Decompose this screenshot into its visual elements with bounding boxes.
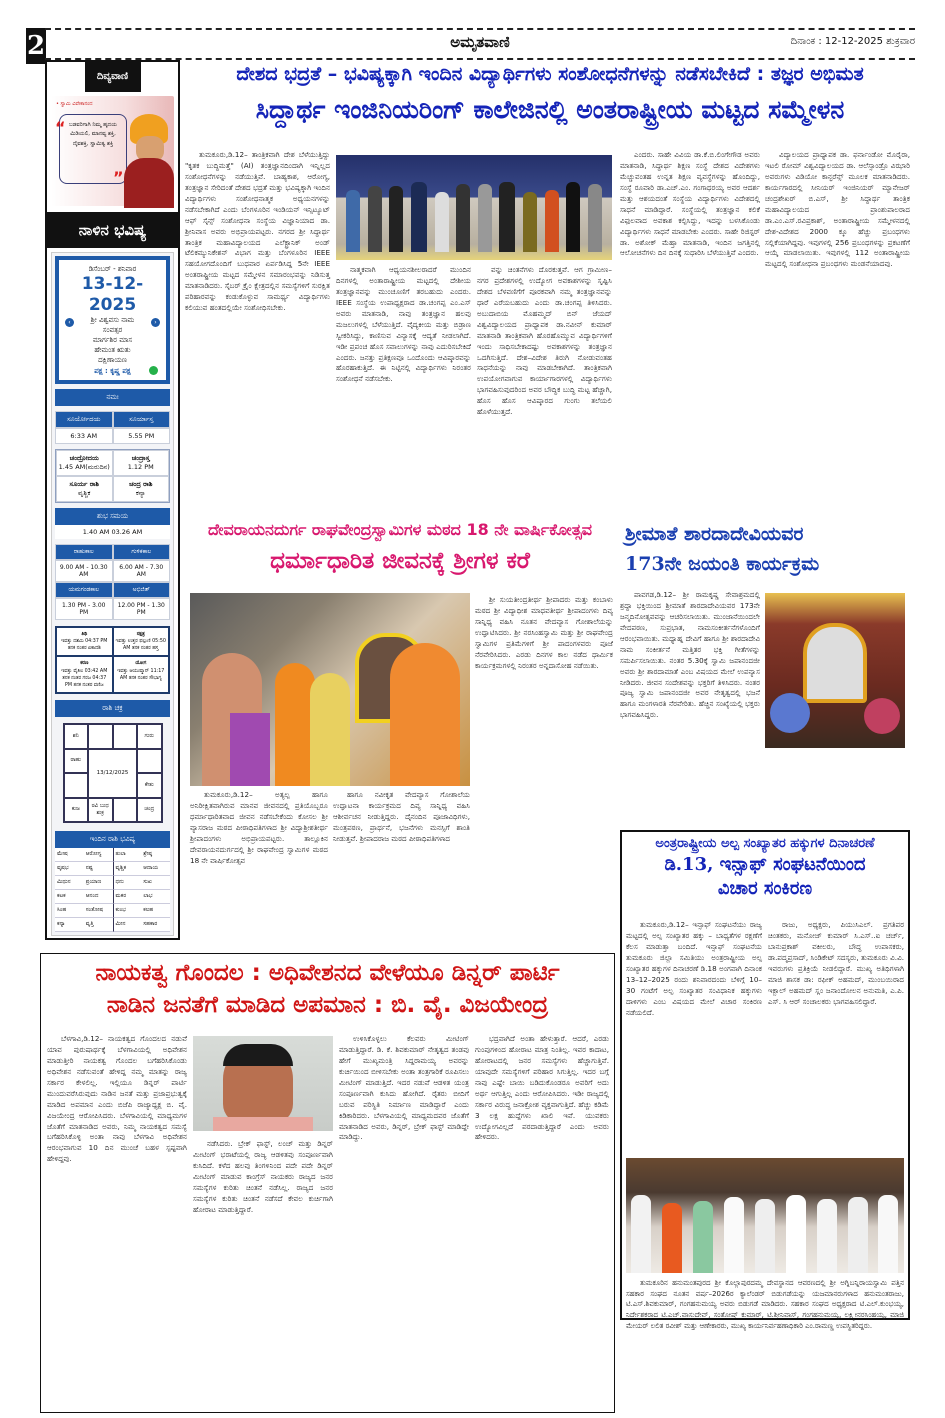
story4-col1 [626,920,762,1150]
chart-center-date: 13/12/2025 [88,749,137,798]
rashi-prediction: ಸಹಕಾರ [141,918,170,932]
rashi-name: ಮಿಥುನ [55,876,84,890]
rashi-prediction: ಆದಾಯ [141,862,170,876]
flowers-left [770,693,810,733]
conference-photo [336,155,612,260]
moonset-value: 1.12 PM [127,462,154,471]
rashi-prediction: ಶ್ರೇಷ್ಠ [141,848,170,862]
story2-col3 [475,595,613,930]
rashi-chart [63,723,163,823]
story5-text: ಉಳಿಸಿಕೊಳ್ಳಲು ಕೆಲವರು ಮೀಟಿಂಗ್ ಮಾಡುತ್ತಿದ್ದಾರೆ. ಡಿ. ಕೆ. ಶಿವಕುಮಾರ್ ನೇತೃತ್ವದ ತಂಡವು ಹೇಗೆ ಮುಖ್ಯಮಂತ್ರಿ ಸಿದ್ದರಾಮಯ್ಯ ಅವರನ್ನು ಕುರ್ಚಿಯಿಂದ ಬೀಳಿಸಬೇಕು ಅಂತಾ ತಂತ್ರಗಾರಿಕೆ ರೂಪಿಸಲು ಮೀಟಿಂಗ್ ಮಾಡುತ್ತಿದೆ. ಇದರ ನಡುವೆ ಆಡಳಿತ ಯಂತ್ರ ಸಂಪೂರ್ಣವಾಗಿ ಕುಸಿದು ಹೋಗಿದೆ. ರೈತರು ಬೀದಿಗೆ ಬರುವ ಪರಿಸ್ಥಿತಿ ನಿರ್ಮಾಣ ಮಾಡಿದ್ದಾರೆ ಎಂದು ಕಿಡಿಕಾರಿದರು. ಬೆಳಗಾವಿಯಲ್ಲಿ ಮಾಧ್ಯಮದವರ ಜೊತೆಗೆ ಮಾತನಾಡಿದ ಅವರು, ಡಿನ್ನರ್, ಬ್ರೇಕ್ ಫಾಸ್ಟ್ ಮಾಡಿದ್ದೇ ಮಾಡಿದ್ದು. [339,1034,469,1142]
abhijit-value: 12.00 PM - 1.30 PM [113,598,171,620]
story2-col2 [333,790,470,930]
guli-label: ಗುಳಿಕಕಾಲ [113,544,171,560]
story1-col3 [477,265,612,510]
yama-value: 1.30 PM - 3.00 PM [55,598,113,620]
rashi-name: ಕಟಕ [55,890,84,904]
rashi-name: ಮೀನ [113,918,142,932]
rashi-name: ಸಿಂಹ [55,904,84,918]
chart-cell [88,724,113,749]
story3-text: ಪಾವಗಡ,ಡಿ.12– ಶ್ರೀ ರಾಮಕೃಷ್ಣ ಸೇವಾಶ್ರಮದಲ್ಲಿ ಶ್ರದ್ಧಾ ಭಕ್ತಿಯಿಂದ ಶ್ರೀಮಾತೆ ಶಾರದಾದೇವಿಯವರ 173ನೇ ಜನ್ಮದಿನೋತ್ಸವವನ್ನು ಆಚರಿಸಲಾಯಿತು. ಮುಂಜಾನೆಯಿಂದಲೇ ವೇದಪಠಣ, ಸುಪ್ರಭಾತ, ನಾಮಸಂಕೀರ್ತನೆಗಳೊಂದಿಗೆ ಆರಂಭವಾಯಿತು. ಮಧ್ಯಾಹ್ನ ದೇವಿಗೆ ಹಾಗೂ ಶ್ರೀ ಶಾರದಾದೇವಿ ನಾಮ ಸಂಕೀರ್ತನೆ ಮತ್ತಿತರ ಭಕ್ತಿ ಗೀತೆಗಳನ್ನು ಸಮರ್ಪಿಸಲಾಯಿತು. ನಂತರ 5.30ಕ್ಕೆ ಸ್ವಾಮಿ ಜಪಾನಂದಜೀ ಅವರು ಶ್ರೀ ಶಾರದಾಮಾತೆ ಎಂಬ ವಿಷಯದ ಮೇಲೆ ಉಪನ್ಯಾಸ ನೀಡಿದರು. ಜೀವನ ಸಂದೇಶವನ್ನು ಭಕ್ತರಿಗೆ ತಿಳಿಸಿದರು. ನಂತರ ಪೂಜ್ಯ ಸ್ವಾಮಿ ಜಪಾನಂದಜೀ ಅವರ ನೇತೃತ್ವದಲ್ಲಿ ಭಜನೆ ಹಾಗೂ ಮಂಗಳಾರತಿ ನೆರವೇರಿತು. ಹೆಚ್ಚಿನ ಸಂಖ್ಯೆಯಲ್ಲಿ ಭಕ್ತರು ಭಾಗವಹಿಸಿದ್ದರು. [620,590,760,720]
today-rashi-label: ಇಂದಿನ ರಾಶಿ ಭವಿಷ್ಯ [55,831,170,848]
page-number: 2 [26,28,46,64]
rashi-prediction: ಕಲಹ [141,904,170,918]
prev-day-icon[interactable]: ‹ [65,318,74,327]
quote-close-icon: ” [113,168,124,187]
story1-col4 [620,150,760,510]
story5-headline2: ನಾಡಿನ ಜನತೆಗೆ ಮಾಡಿದ ಅಪಮಾನ : ಬಿ. ವೈ. ವಿಜಯೇಂದ್ರ [106,992,549,1018]
sunset-value: 5.55 PM [113,428,171,444]
chart-cell [113,798,138,823]
tithi-label: ತಿಥಿ [81,631,88,637]
rahu-label: ರಾಹುಕಾಲ [55,544,113,560]
story1-text: ತುಮಕೂರು,ಡಿ.12– ತಾಂತ್ರಿಕವಾಗಿ ದೇಶ ಬೆಳೆಯುತ್ತಿದ್ದು "ಕೃತಕ ಬುದ್ಧಿಮತ್ತೆ" (AI) ತಂತ್ರಜ್ಞಾನದಿಂದಾಗಿ ಇನ್ನಿಲ್ಲದ ಸಂಶೋಧನೆಗಳನ್ನು ನಡೆಯುತ್ತಿವೆ. ಬಾಹ್ಯಕಾಶ, ಆರೋಗ್ಯ, ತಂತ್ರಜ್ಞಾನ ಸೇರಿದಂತೆ ದೇಶದ ಭದ್ರತೆ ಮತ್ತು ಭವಿಷ್ಯಕ್ಕಾಗಿ ಇಂದಿನ ವಿದ್ಯಾರ್ಥಿಗಳು ಸಂಶೋಧನಾತ್ಮಕ ಅಧ್ಯಯನಗಳನ್ನು ನಡೆಸಬೇಕಾಗಿದೆ ಎಂದು ಬೆಂಗಳೂರಿನ ಇಂಡಿಯನ್ ಇನ್ಸಿಟ್ಯೂಟ್ ಆಫ್ ಸೈನ್ಸ್ ಸಂಶೋಧನಾ ಸಂಸ್ಥೆಯ ವಿಜ್ಞಾನಿಯಾದ ಡಾ. ಶ್ರೀನಿವಾಸ ಅವರು ಅಭಿಪ್ರಾಯಪಟ್ಟರು. ನಗರದ ಶ್ರೀ ಸಿದ್ಧಾರ್ಥ ತಾಂತ್ರಿಕ ಮಹಾವಿದ್ಯಾಲಯದ ಎಲೆಕ್ಟ್ರಾನಿಕ್ ಅಂಡ್ ಟೆಲಿಕಮ್ಯುನಿಕೇಶನ್ ವಿಭಾಗ ಮತ್ತು ಬೆಂಗಳೂರಿನ IEEE ಸಹಯೋಗದೊಂದಿಗೆ ಬುಧವಾರ ಏರ್ಪಡಿಸಿದ್ದ 5ನೇ IEEE ಅಂತರಾಷ್ಟ್ರೀಯ ಮಟ್ಟದ ಸಮ್ಮೇಳನ ಸಮಾರಂಭವನ್ನು ನಿಡಿಸುತ್ತ ಮಾತನಾಡಿದರು. ಸೈಬರ್ ಕ್ರೈಂ ಕ್ಷೇತ್ರದಲ್ಲಿನ ಸಮಸ್ಯೆಗಳಿಗೆ ಸುರಕ್ಷಿತ ಪರಿಹಾರವನ್ನು ಕಂಡುಕೊಳ್ಳುವ ಸಾಮರ್ಥ್ಯ ವಿದ್ಯಾರ್ಥಿಗಳು ಕಲಿಯುವ ಹಂತದಲ್ಲಿಯೇ ಸಂಶೋಧಿಸಬೇಕು. [185,150,330,313]
story1-text: ವಿದ್ಯಾಲಯದ ಪ್ರಾಧ್ಯಾಪಕ ಡಾ. ಫರ್ನಾಂಡೋ ಮೊರೈರಾ, ಇಟಲಿ ರೋಮ್ ವಿಶ್ವವಿದ್ಯಾಲಯದ ಡಾ. ಆಲೆಸ್ಸಾಂಡ್ರೊ ವಿಝಾರಿ ಅವರುಗಳು ವಿಡಿಯೋ ಕಾನ್ಫರೆನ್ಸ್ ಮೂಲಕ ಮಾತನಾಡಿದರು. ಕಾರ್ಯಗಾರದಲ್ಲಿ ಸೀನಿಯರ್ ಇಂಜಿನಿಯರ್ ಮ್ಯಾನೇಜರ್ ಚಂದ್ರಶೇಖರ್ ಬಿ.ಎಸ್, ಶ್ರೀ ಸಿದ್ಧಾರ್ಥ ತಾಂತ್ರಿಕ ಮಹಾವಿದ್ಯಾಲಯದ ಪ್ರಾಂಶುಪಾಲರಾದ ಡಾ.ಎಂ.ಎಸ್.ರವಿಪ್ರಕಾಶ್, ಅಂತಾರಾಷ್ಟ್ರೀಯ ಸಮ್ಮೇಳನದಲ್ಲಿ ದೇಶ-ವಿದೇಶದ 2000 ಕ್ಕೂ ಹೆಚ್ಚು ಪ್ರಬಂಧಗಳು ಸಲ್ಲಿಕೆಯಾಗಿದ್ದವು. ಇವುಗಳಲ್ಲಿ 256 ಪ್ರಬಂಧಗಳನ್ನು ಪ್ರಕಟಣೆಗೆ ಆಯ್ಕೆ ಮಾಡಲಾಯಿತು. ಇವುಗಳಲ್ಲಿ 112 ಅಂತಾರಾಷ್ಟ್ರೀಯ ಮಟ್ಟದಲ್ಲಿ ಸಂಶೋಧನಾ ಪ್ರಬಂಧಗಳು ಮಂಡನೆಯಾದವು. [765,150,910,269]
yoga-label: ಯೋಗ [135,661,147,667]
portrait-frame [803,623,867,703]
rashi-name: ಮಕರ [113,890,142,904]
story1-col1 [185,150,330,510]
story5-headline1: ನಾಯಕತ್ವ ಗೊಂದಲ : ಅಧಿವೇಶನದ ವೇಳೆಯೂ ಡಿನ್ನರ್ ಪಾರ್ಟಿ [95,960,560,986]
people-row [346,182,602,252]
yoga-value: ಇವತ್ತು ಆಯುಷ್ಮಾನ್ 11:17 AM ತನಕ ನಂತರ ಸೌಭಾಗ್ಯ [117,668,165,681]
month-day: ಡಿಸೆಂಬರ್ - ಶನಿವಾರ [88,265,137,273]
next-day-icon[interactable]: › [151,318,160,327]
sunset-label: ಸೂರ್ಯಾಸ್ತ [113,411,171,428]
quote-open-icon: “ [55,118,66,137]
flowers-right [864,698,900,734]
swamiji-photo [190,593,470,786]
story1-kicker: ದೇಶದ ಭದ್ರತೆ – ಭವಿಷ್ಯಕ್ಕಾಗಿ ಇಂದಿನ ವಿದ್ಯಾರ್ಥಿಗಳು ಸಂಶೋಧನೆಗಳನ್ನು ನಡೆಸಬೇಕಿದೆ : ತಜ್ಞರ ಅಭಿಮತ [236,63,864,85]
rashi-name: ತುಲಾ [113,848,142,862]
abhijit-label: ಅಭಿಜಿತ್ [113,582,171,598]
story4-headline1: ಅಂತ್ರರಾಷ್ಟ್ರೀಯ ಅಲ್ಪ ಸಂಖ್ಯಾತರ ಹಕ್ಕುಗಳ ದಿನಾಚರಣೆ [655,836,875,851]
rashi-prediction: ಲಾಭ [141,890,170,904]
tithi-value: ಇವತ್ತು ದಶಮಿ 04:37 PM ತನಕ ನಂತರ ಏಕಾದಶಿ [61,638,108,652]
story4-caption [626,1278,904,1330]
karana-label: ಕರಣ [80,661,89,667]
dateline: ದಿನಾಂಕ : 12-12-2025 ಶುಕ್ರವಾರ [790,36,915,47]
story2-col1 [190,790,328,930]
surya-rashi-value: ವೃಶ್ಚಿಕ [78,488,91,497]
chandra-rashi-label: ಚಂದ್ರ ರಾಶಿ [129,479,153,488]
story3-headline2: 173ನೇ ಜಯಂತಿ ಕಾರ್ಯಕ್ರಮ [625,553,820,575]
whatsapp-icon[interactable] [149,366,158,375]
moonrise-value: 1.45 AM(ಮರುದಿನ) [58,462,110,471]
samvatsara-2: ಸಂವತ್ಸರ [102,326,123,335]
figure-4 [390,643,460,786]
story5-col2 [193,1139,333,1409]
story5-text: ಭದ್ರವಾಗಿದೆ ಅಂತಾ ಹೇಳುತ್ತಾರೆ. ಆದರೆ, ಎರಡು ಗುಂಪುಗಳಿಂದ ಹೋರಾಟ ಮಾತ್ರ ನಿಂತಿಲ್ಲ. ಇವರ ಕಾದಾಟ, ಹೋರಾಟದಲ್ಲಿ ಜನರ ಸಮಸ್ಯೆಗಳು ಹೆಚ್ಚಾಗುತ್ತಿವೆ. ಯಾವುದೇ ಸಮಸ್ಯೆಗಳಿಗೆ ಪರಿಹಾರ ಸಿಗುತ್ತಿಲ್ಲ. ಇದರ ಬಗ್ಗೆ ನಾವು ಎಷ್ಟೇ ಬಾಯಿ ಬಡಿದುಕೊಂಡರೂ ಅವರಿಗೆ ಅದು ಅರ್ಥ ಆಗುತ್ತಿಲ್ಲ ಎಂದು ಆರೋಪಿಸಿದರು. ಇಡೀ ರಾಜ್ಯದಲ್ಲಿ ಸರ್ಕಾರ ವಿರುದ್ಧ ಜನಾಕ್ರೋಶ ವ್ಯಕ್ತವಾಗುತ್ತಿದೆ. ಹೆಚ್ಚು ಕಡಿಮೆ 3 ಲಕ್ಷ ಹುದ್ದೆಗಳು ಖಾಲಿ ಇವೆ. ಯುವಕರು ಉದ್ಯೋಗವಿಲ್ಲದೆ ಪರದಾಡುತ್ತಿದ್ದಾರೆ ಎಂದು ಅವರು ಹೇಳಿದರು. [475,1034,609,1142]
story2-text: ಹಾಗೂ ನವೀಕೃತ ವೇದವ್ಯಾಸ ಗೋಶಾಲೆಯ ಉದ್ಘಾಟನಾ ಕಾರ್ಯಕ್ರಮದ ದಿವ್ಯ ಸಾನ್ನಿಧ್ಯ ವಹಿಸಿ ಆಶೀರ್ವಚನ ನೀಡುತ್ತಿದ್ದರು. ದೈನಂದಿನ ಪೂಜಾವಿಧಿಗಳು, ಮಂತ್ರಪಠಣ, ಪ್ರಾರ್ಥನೆ, ಭಜನೆಗಳು ಮನಸ್ಸಿಗೆ ಶಾಂತಿ ನೀಡುತ್ತವೆ. ಶ್ರೀಪಾದರಾಜ ಮಠದ ಪೀಠಾಧಿಪತಿಗಳಾದ [333,790,470,843]
chart-cell [113,724,138,749]
figure-3 [310,673,350,786]
story2-headline: ಧರ್ಮಾಧಾರಿತ ಜೀವನಕ್ಕೆ ಶ್ರೀಗಳ ಕರೆ [270,548,530,574]
nama-bar: ನಮಃ [55,389,170,406]
story3-body-right [765,752,910,827]
story5-box [40,953,615,1413]
rashi-prediction: ನಷ್ಟ [84,862,113,876]
story1-text: ವನ್ನು ಚಿಂತನೆಗಳು ದೊರಕುತ್ತವೆ. ಆಗ ಗ್ರಾಮೀಣ–ನಗರ ಪ್ರದೇಶಗಳಲ್ಲಿ ಉದ್ಯೋಗ ಅವಕಾಶಗಳನ್ನು ಸೃಷ್ಟಿಸಿ ದೇಶದ ಬೆಳವಣಿಗೆಗೆ ಪೂರಕವಾಗಿ ನಮ್ಮ ತಂತ್ರಜ್ಞಾನವನ್ನು ಧಾರೆ ಎರೆಯಬಹುದು ಎಂದು ಡಾ.ಚಂಗಪ್ಪ ತಿಳಿಸಿದರು. ಅಬುದಾಬಿಯ ಮೊಹಮ್ಮದ್ ಬಿನ್ ಜೆಯದ್ ವಿಶ್ವವಿದ್ಯಾಲಯದ ಪ್ರಾಧ್ಯಾಪಕ ಡಾ.ನವೀನ್ ಕುಮಾರ್ ಮಾತನಾಡಿ ತಾಂತ್ರಿಕವಾಗಿ ಹೊರಹೊಮ್ಮುವ ವಿದ್ಯಾರ್ಥಿಗಳಿಗೆ ಇಂದು ಸಾಧಿಸಬೇಕಾದಷ್ಟು ಅವಕಾಶಗಳನ್ನು ತಂತ್ರಜ್ಞಾನ ಒದಗಿಸುತ್ತಿದೆ. ದೇಶ–ವಿದೇಶ ತಿರುಗಿ ನೋಡುವಂತಹ ಸಾಧನೆಯನ್ನು ನಾವು ಮಾಡಬೇಕಾಗಿದೆ. ತಾಂತ್ರಿಕವಾಗಿ ಉಪಯೋಗವಾಗುವ ಕಾರ್ಯಾಗಾರಗಳಲ್ಲಿ ವಿದ್ಯಾರ್ಥಿಗಳು ಭಾಗವಹಿಸುವುದರಿಂದ ಅವರ ಬೌದ್ಧಿಕ ಬುದ್ಧಿ ಮಟ್ಟ ಹೆಚ್ಚಾಗಿ, ಹೊಸ ಹೊಸ ಆವಿಷ್ಕಾರದ ಗುಂಗು ತಲೆಯಲಿ ಹೊಳೆಯುತ್ತದೆ. [477,265,612,417]
story4-headline2: ಡಿ.13, ಇನ್ಸಾಫ್ ಸಂಘಟನೆಯಿಂದ [664,854,866,875]
rashi-name: ಕನ್ಯಾ [55,918,84,932]
guli-value: 6.00 AM - 7.30 AM [113,560,171,582]
shubha-value: 1.40 AM 03.26 AM [55,525,170,539]
header-rule-top [45,28,915,30]
shubha-label: ಶುಭ ಸಮಯ [55,508,170,525]
sharadadevi-photo [765,593,905,748]
date-box [55,256,170,384]
masa: ಮಾರ್ಗಶಿರ ಮಾಸ [92,336,133,345]
yama-label: ಯಮಗಂಡಕಾಲ [55,582,113,598]
rashi-name: ಮೇಷ [55,848,84,862]
sunrise-value: 6:33 AM [55,428,113,444]
portrait-shirt [213,1117,313,1131]
chart-cell: ರಾಹು [64,749,89,774]
caption-text: ತುಮಕೂರಿನ ಹನುಮಂತಪುರದ ಶ್ರೀ ಕೊಲ್ಲಾಪುರದಮ್ಮ ದೇವಸ್ಥಾನದ ಆವರಣದಲ್ಲಿ ಶ್ರೀ ಅಗ್ನಿಬನ್ನಿರಾಯಸ್ವಾಮಿ ಪತ್ತಿನ ಸಹಕಾರ ಸಂಘದ ನೂತನ ವರ್ಷ–2026ರ ಕ್ಯಾಲೆಂಡರ್ ಬಿಡುಗಡೆಯನ್ನು ಯಜಮಾನರುಗಳಾದ ಹನುಮಂತರಾಜು, ಟಿ.ಎಸ್.ಶಿವಕುಮಾರ್, ಗಂಗಹನುಮಯ್ಯ ಅವರು ಬಿಡುಗಡೆ ಮಾಡಿದರು. ಸಹಕಾರ ಸಂಘದ ಅಧ್ಯಕ್ಷರಾದ ಟಿ.ಎಲ್.ಕುಂಭಯ್ಯ, ನಿರ್ದೇಶಕರಾದ ಟಿ.ಎಚ್.ವಾಸುದೇವ್, ಸಂತೋಷ್ ಕುಮಾರ್, ಟಿ.ಶ್ರೀನಿವಾಸ್, ಗಂಗಹನುಮಯ್ಯ, ಲಕ್ಷ್ಮೀನರಸಿಂಹಯ್ಯ, ಮಾಜಿ ಮೇಯರ್ ಲಲಿತ ರವೀಶ್ ಮತ್ತು ಆಣೇಕಾರರು, ಮುಖ್ಯ ಕಾರ್ಯನಿರ್ವಹಣಾಧಿಕಾರಿ ಎಂ.ರಾಮಣ್ಣ ಉಪಸ್ಥಿತರಿದ್ದರು. [626,1279,904,1330]
story5-col4 [475,1034,609,1409]
figure-1-cloth [230,713,270,786]
quote-text: ಬಡವರಿಗಾಗಿ ನಿಮ್ಮ ಹೃದಯ ಮಿಡಿಯಲಿ, ಮಾನವ್ಯ ಶಕ್ತಿ, ದೈವಶಕ್ತಿ, ಸ್ವಾಮಿತ್ವ ಶಕ್ತಿ [59,114,127,184]
chart-cell: ರವಿ ಬುಧ ಶುಕ್ರ [88,798,113,823]
chart-cell: ಚಂದ್ರ [137,798,162,823]
samvatsara: ಶ್ರೀ ವಿಶ್ವವಸು ನಾಮ [90,315,135,324]
story1-text: ನಾತ್ಮಕವಾಗಿ ಆಧ್ಯಯನಶೀಲರಾದರೆ ಮುಂದಿನ ದಿನಗಳಲ್ಲಿ ಅಂತಾರಾಷ್ಟ್ರೀಯ ಮಟ್ಟದಲ್ಲಿ ದೇಶೀಯ ತಂತ್ರಜ್ಞಾನವನ್ನು ಮುಂಚೂಣಿಗೆ ತರಬಹುದು ಎಂದರು. IEEE ಸಂಸ್ಥೆಯ ಉಪಾಧ್ಯಕ್ಷರಾದ ಡಾ.ಚಂಗಪ್ಪ ಎಂ.ಎಸ್ ಅವರು ಮಾತನಾಡಿ, ನಾವು ತಂತ್ರಜ್ಞಾನ ಹಲವು ಮಜಲುಗಳಲ್ಲಿ ಬೆಳೆಯುತ್ತಿದೆ. ವೈದ್ಯಕೀಯ ಮತ್ತು ಬಿಡ್ರಾಣ ಸ್ವೀಕರಿಸಿದ್ದು, ಕಾಣಿಸುವ ವಿನ್ಯಾಸಕ್ಕೆ ಆದ್ಯತೆ ನೀಡಲಾಗಿದೆ. ಇಡೀ ಪ್ರಪಂಚ ಹೊಸ ಸವಾಲುಗಳನ್ನು ನಾವು ಎದುರಿಸಬೇಕಿದೆ ಎಂದರು. ಜನತ್ತು ಪ್ರತಿಕ್ಷಣವೂ ಒಂದೊಂದು ಆವಿಷ್ಕಾರವನ್ನು ಹೊರಹಾಕುತ್ತಿದೆ. ಈ ನಿಟ್ಟಿನಲ್ಲಿ ವಿದ್ಯಾರ್ಥಿಗಳು ನಿರಂತರ ಸಂಶೋಧನೆ ನಡೆಸಬೇಕು. [336,265,471,384]
quote-author: • ಸ್ವಾಮಿ ವಿವೇಕಾನಂದ [56,101,93,107]
rashi-prediction: ಆನಂದ [84,890,113,904]
kala-grid [55,544,170,620]
nakshatra-label: ನಕ್ಷತ್ರ [136,631,145,637]
sidebar [45,60,180,940]
story3-body-left [620,590,760,825]
moonrise-label: ಚಂದ್ರೋದಯ [69,453,99,462]
rashi-table [55,848,170,932]
moonset-label: ಚಂದ್ರಾಸ್ತ [131,453,150,462]
story2-kicker: ದೇವರಾಯನದುರ್ಗ ರಾಘವೇಂದ್ರಸ್ವಾಮಿಗಳ ಮಠದ 18 ನೇ ವಾರ್ಷಿಕೋತ್ಸವ [207,520,593,539]
portrait-hair [223,1044,293,1066]
date-value: 13-12-2025 [81,274,144,315]
group-row [626,1193,904,1273]
vijayendra-photo [193,1036,333,1131]
story4-col2 [768,920,904,1150]
story4-text: ತುಮಕೂರು,ಡಿ.12– ಇನ್ಸಾಫ್ ಸಂಘಟನೆಯು ರಾಜ್ಯ ಮಟ್ಟದಲ್ಲಿ ಅಲ್ಪ ಸಂಖ್ಯಾತರ ಹಕ್ಕು – ಬಾಧ್ಯತೆಗಳ ರಕ್ಷಣೆಗೆ ಕೆಲಸ ಮಾಡುತ್ತಾ ಬಂದಿದೆ. ಇನ್ಸಾಫ್ ಸಂಘಟನೆಯ ತುಮಕೂರು ಜಿಲ್ಲಾ ಸಮಿತಿಯು ಅಂತ್ರರಾಷ್ಟ್ರೀಯ ಅಲ್ಪ ಸಂಖ್ಯಾತರ ಹಕ್ಕುಗಳ ದಿನಾಚರಣೆ ಡಿ.18 ಅಂಗವಾಗಿ ದಿನಾಂಕ 13–12–2025 ರಂದು ಶನಿವಾರದಂದು ಬೆಳಿಗ್ಗೆ 10–30 ಗಂಟೆಗೆ ಅಲ್ಪ ಸಂಖ್ಯಾತರ ಸಂವಿಧಾನಿಕ ಹಕ್ಕುಗಳು ದಾಳಿಗಳು ಎಂಬ ವಿಷಯದ ಮೇಲೆ ವಿಚಾರ ಸಂಕಿರಣ ನಡೆಯಲಿದೆ. [626,920,762,1017]
quote-card [51,96,174,206]
rahu-value: 9.00 AM - 10.30 AM [55,560,113,582]
calendar-release-photo [626,1158,904,1273]
rashi-name: ಧನು [113,876,142,890]
chandra-rashi-value: ಕನ್ಯಾ [135,488,146,497]
sun-times [55,411,170,444]
story5-text: ನಡೆಸಿದರು. ಬ್ರೇಕ್ ಫಾಸ್ಟ್, ಲಂಚ್ ಮತ್ತು ಡಿನ್ನರ್ ಮೀಟಿಂಗ್ ಭರಾಟೆಯಲ್ಲಿ ರಾಜ್ಯ ಆಡಳಿತವು ಸಂಪೂರ್ಣವಾಗಿ ಕುಸಿದಿದೆ. ಕಳೆದ ಹಲವು ತಿಂಗಳಿನಿಂದ ಪದೇ ಪದೇ ಡಿನ್ನರ್ ಮೀಟಿಂಗ್ ಮಾಡುವ ಕಾಂಗ್ರೆಸ್ ನಾಯಕರು ರಾಜ್ಯದ ಜನರ ಸಮಸ್ಯೆಗಳ ಕುರಿತು ಚಿಂತನೆ ನಡೆಸಿಲ್ಲ. ರಾಜ್ಯದ ಜನರ ಸಮಸ್ಯೆಗಳ ಕುರಿತು ಚಿಂತನೆ ನಡೆಸದೆ ಕೇವಲ ಕುರ್ಚಿಗಾಗಿ ಹೋರಾಟ ಮಾಡುತ್ತಿದ್ದಾರೆ. [193,1139,333,1214]
story5-text: ಬೆಳಗಾವಿ,ಡಿ.12– ನಾಯಕತ್ವದ ಗೊಂದಲದ ನಡುವೆ ಯಾವ ಪುರುಷಾರ್ಥಕ್ಕೆ ಬೆಳಗಾವಿಯಲ್ಲಿ ಅಧಿವೇಶನ ಮಾಡುತ್ತೀರಿ ನಾಯಕತ್ವ ಗೊಂದಲ ಬಗೆಹರಿಸಿಕೊಂಡು ಅಧಿವೇಶನ ನಡೆಸುವಂತೆ ಹೇಳಿದ್ದ ನಮ್ಮ ಮಾತನ್ನು ರಾಜ್ಯ ಸರ್ಕಾರ ಕೇಳಲಿಲ್ಲ. ಇಲ್ಲಿಯೂ ಡಿನ್ನರ್ ಪಾರ್ಟಿ ಮುಂದುವರೆಸಿರುವುದು ನಾಡಿನ ಜನತೆ ಮತ್ತು ಪ್ರಜಾಪ್ರಭುತ್ವಕ್ಕೆ ಮಾಡಿದ ಅಪಮಾನ ಎಂದು ಬಿಜೆಪಿ ರಾಜ್ಯಾಧ್ಯಕ್ಷ ಬಿ. ವೈ. ವಿಜಯೇಂದ್ರ ಆರೋಪಿಸಿದರು. ಬೆಳಗಾವಿಯಲ್ಲಿ ಮಾಧ್ಯಮಗಳ ಜೊತೆಗೆ ಮಾತನಾಡಿದ ಅವರು, ನಿಮ್ಮ ನಾಯಕತ್ವದ ಸಮಸ್ಯೆ ಬಗೆಹರಿಸಿಕೊಳ್ಳಿ ಅಂತಾ ನಾವು ಬೆಳಗಾವಿ ಅಧಿವೇಶನ ಆರಂಭವಾಗುವ 10 ದಿನ ಮುಂಚೆ ಬಹಳ ಸ್ಪಷ್ಟವಾಗಿ ಹೇಳಿದ್ದವು. [47,1034,187,1164]
story1-col2 [336,265,471,510]
rashi-chakra-label: ರಾಶಿ ಚಕ್ರ [55,700,170,717]
chart-cell [64,773,89,798]
chart-cell [137,749,162,774]
rashi-prediction: ವೃತ್ತಿ [84,918,113,932]
ayana: ದಕ್ಷಿಣಾಯಣ [98,356,127,365]
rashi-prediction: ಸುಖ [141,876,170,890]
divyavani-title: ದಿವ್ಯವಾಣಿ [85,62,141,92]
rashi-name: ಕುಂಭ [113,904,142,918]
masthead: ಅಮೃತವಾಣಿ [450,33,510,51]
story5-col3 [339,1034,469,1409]
story4-headline3: ವಿಚಾರ ಸಂಕಿರಣ [717,878,813,899]
panchang-card [51,252,174,936]
rashi-prediction: ಸಂತೋಷ [84,904,113,918]
chart-cell: ಶನಿ [64,724,89,749]
karana-value: ಇವತ್ತು ವೈತಿಲ 03:42 AM ತನಕ ನಂತರ ಗರಜ 04:37 PM ತನಕ ನಂತರ ವಣಿಜ [61,668,108,688]
story2-text: ತುಮಕೂರು,ಡಿ.12– ಅತ್ಯಲ್ಪ ಹಾಗೂ ಅನಿರೀಕ್ಷಿತವಾಗಿರುವ ಮಾನವ ಜೀವನದಲ್ಲಿ ಪ್ರತಿಯೊಬ್ಬರೂ ಧರ್ಮಾಧಾರಿತವಾದ ಜೀವನ ನಡೆಸಬೇಕೆಂದು ಕೋಸಲ ಶ್ರೀ ವ್ಯಾಸರಾಜ ಮಠದ ಪೀಠಾಧಿಪತಿಗಳಾದ ಶ್ರೀ ವಿದ್ಯಾಶ್ರೀಶತೀರ್ಥ ಶ್ರೀಪಾದಂಗಳು ಅಭಿಪ್ರಾಯಪಟ್ಟರು. ತಾಲ್ಲೂಕಿನ ದೇವರಾಯನದುರ್ಗದಲ್ಲಿ ಶ್ರೀ ರಾಘವೇಂದ್ರ ಸ್ವಾಮಿಗಳ ಮಠದ 18 ನೇ ವಾರ್ಷಿಕೋತ್ಸವ [190,790,328,865]
rutu: ಹೇಮಂತ ಋತು [94,346,131,355]
story2-text: ಶ್ರೀ ಸುಯತೀಂದ್ರತೀರ್ಥ ಶ್ರೀಪಾದರು ಮತ್ತು ಕಂಬಾಳು ಮಠದ ಶ್ರೀ ವಿದ್ಯಾಧೀಶ ಮಾಧವತೀರ್ಥ ಶ್ರೀಪಾದಂಗಳು ದಿವ್ಯ ಸಾನ್ನಿಧ್ಯ ವಹಿಸಿ ನೂತನ ವೇದವ್ಯಾಸ ಗೋಶಾಲೆಯನ್ನು ಉದ್ಘಾಟಿಸಿದರು. ಶ್ರೀ ನರಸಿಂಹಸ್ವಾಮಿ ಮತ್ತು ಶ್ರೀ ರಾಘವೇಂದ್ರ ಸ್ವಾಮಿಗಳ ಪ್ರತಿಮೆಗಳಿಗೆ ಶ್ರೀ ಪಾದಂಗಳವರು ಪೂಜೆ ನೆರವೇರಿಸಿದರು. ಎರಡು ದಿನಗಳ ಕಾಲ ನಡೆದ ಧಾರ್ಮಿಕ ಕಾರ್ಯಕ್ರಮಗಳಲ್ಲಿ ನಿರಂತರ ಅನ್ನದಾಸೋಹ ನಡೆಯಿತು. [475,595,613,670]
paksha: ಪಕ್ಷ : ಕೃಷ್ಣ ಪಕ್ಷ [94,366,131,375]
bhavishya-title: ನಾಳಿನ ಭವಿಷ್ಯ [47,212,178,248]
moon-rashi [55,449,170,503]
story1-text: ಎಂದರು. ಸಾಹೇ ವಿವಿಯ ಡಾ.ಕೆ.ಬಿ.ಲಿಂಗೇಗೌಡ ಅವರು ಮಾತನಾಡಿ, ಸಿದ್ಧಾರ್ಥ ಶಿಕ್ಷಣ ಸಂಸ್ಥೆ ದೇಶದ ವಿದೇಶಗಳು ಮೆಚ್ಚುವಂತಹ ಉನ್ನತ ಶಿಕ್ಷಣ ವ್ಯವಸ್ಥೆಗಳನ್ನು ಹೊಂದಿದ್ದು, ಸಂಸ್ಥೆ ರೂವಾರಿ ಡಾ.ಎಚ್.ಎಂ. ಗಂಗಾಧರಯ್ಯ ಅವರ ಆದರ್ಶ ಮತ್ತು ಆಶಯದಂತೆ ಸಂಸ್ಥೆಯ ವಿದ್ಯಾರ್ಥಿಗಳು ವಿದೇಶದಲ್ಲಿ ಸಾಧನೆ ಮಾಡಿದ್ದಾರೆ. ಸಂಸ್ಥೆಯಲ್ಲಿ ತಂತ್ರಜ್ಞಾನ ಕಲಿಕೆ ವಿಫುಲವಾದ ಅವಕಾಶ ಕಲ್ಪಿಸಿದ್ದು, ಇದನ್ನು ಬಳಸಿಕೊಂಡು ವಿದ್ಯಾರ್ಥಿಗಳು ಸಾಧನೆ ಮಾಡಬೇಕು ಎಂದರು. ಸಾಹೇ ರಿಜಿಸ್ಟರ್ ಡಾ. ಅಶೋಕ್ ಮೆಹ್ತಾ ಮಾತನಾಡಿ, ಇಂದಿನ ಜಗತ್ತಿನಲ್ಲಿ ಆಲೋಚನೆಗಳು ದಿನ ದಿನಕ್ಕೆ ಸುಧಾರಿಸಿ ಬೆಳೆಯುತ್ತಿವೆ ಎಂದರು. [620,150,760,258]
surya-rashi-label: ಸೂರ್ಯ ರಾಶಿ [69,479,99,488]
tithi-grid [55,626,170,694]
story3-headline1: ಶ್ರೀಮಾತೆ ಶಾರದಾದೇವಿಯವರ [625,523,804,545]
sunrise-label: ಸೂರ್ಯೋದಯ [55,411,113,428]
nakshatra-value: ಇವತ್ತು ಉತ್ತರ ಫಲ್ಗುಣಿ 05:50 AM ತನಕ ನಂತರ ಹಸ್ತ [115,638,166,652]
rashi-prediction: ಆರೋಗ್ಯ [84,848,113,862]
rashi-name: ವೃಷಭ [55,862,84,876]
chart-cell: ಕುಜ [64,798,89,823]
chart-cell: ಗುರು [137,724,162,749]
story1-col5 [765,150,910,510]
rashi-prediction: ಪ್ರಯಾಣ [84,876,113,890]
story5-col1 [47,1034,187,1409]
story1-headline: ಸಿದ್ದಾರ್ಥ ಇಂಜಿನಿಯರಿಂಗ್ ಕಾಲೇಜಿನಲ್ಲಿ ಅಂತರಾಷ್ಟ್ರೀಯ ಮಟ್ಟದ ಸಮ್ಮೇಳನ [255,95,845,124]
chart-cell: ಕೇತು [137,773,162,798]
figure-2 [275,663,315,786]
portrait-robe [124,158,174,208]
story4-text: ರಾಜು, ಅಧ್ಯಕ್ಷರು, ಪಿಯುಸಿಎಲ್. ಪ್ರಗತಿಪರ ಚಿಂತಕರು, ಮನೋಜ್ ಕುಮಾರ್ ಸಿ.ಎಸ್..ಐ ಚರ್ಚ್, ಬಾನುಪ್ರಕಾಶ್ ವಕೀಲರು, ಬೌದ್ಧ ಉಪಾಸಕರು, ಡಾ.ಪದ್ಮಪ್ರಸಾದ್, ಸಿಂಡಿಕೇಟ್ ಸದಸ್ಯರು, ತುಮಕೂರು ವಿ.ವಿ. ಇವರುಗಳು ಪ್ರತಿಕ್ರಿಯೆ ನೀಡಲಿದ್ದಾರೆ. ಮುಖ್ಯ ಅತಿಥಿಗಳಾಗಿ ಮಾಜಿ ಶಾಸಕ ಡಾ: ರಫೀಕ್ ಅಹಮದ್, ಮುಂಬಯಿರಾದ ಇಕ್ಬಾಲ್ ಅಹಮದ್ ಸ್ಲಂ ಜನಾಂದೋಲನ ಅನುಮತಿ, ಎ.ಪಿ. ಎಸ್. ಸಿ ಆರ್ ಸಂಚಾಲಕರು ಭಾಗವಹಿಸಲಿದ್ದಾರೆ. [768,920,904,1006]
rashi-name: ವೃಶ್ಚಿಕ [113,862,142,876]
story4-box [620,830,910,1330]
